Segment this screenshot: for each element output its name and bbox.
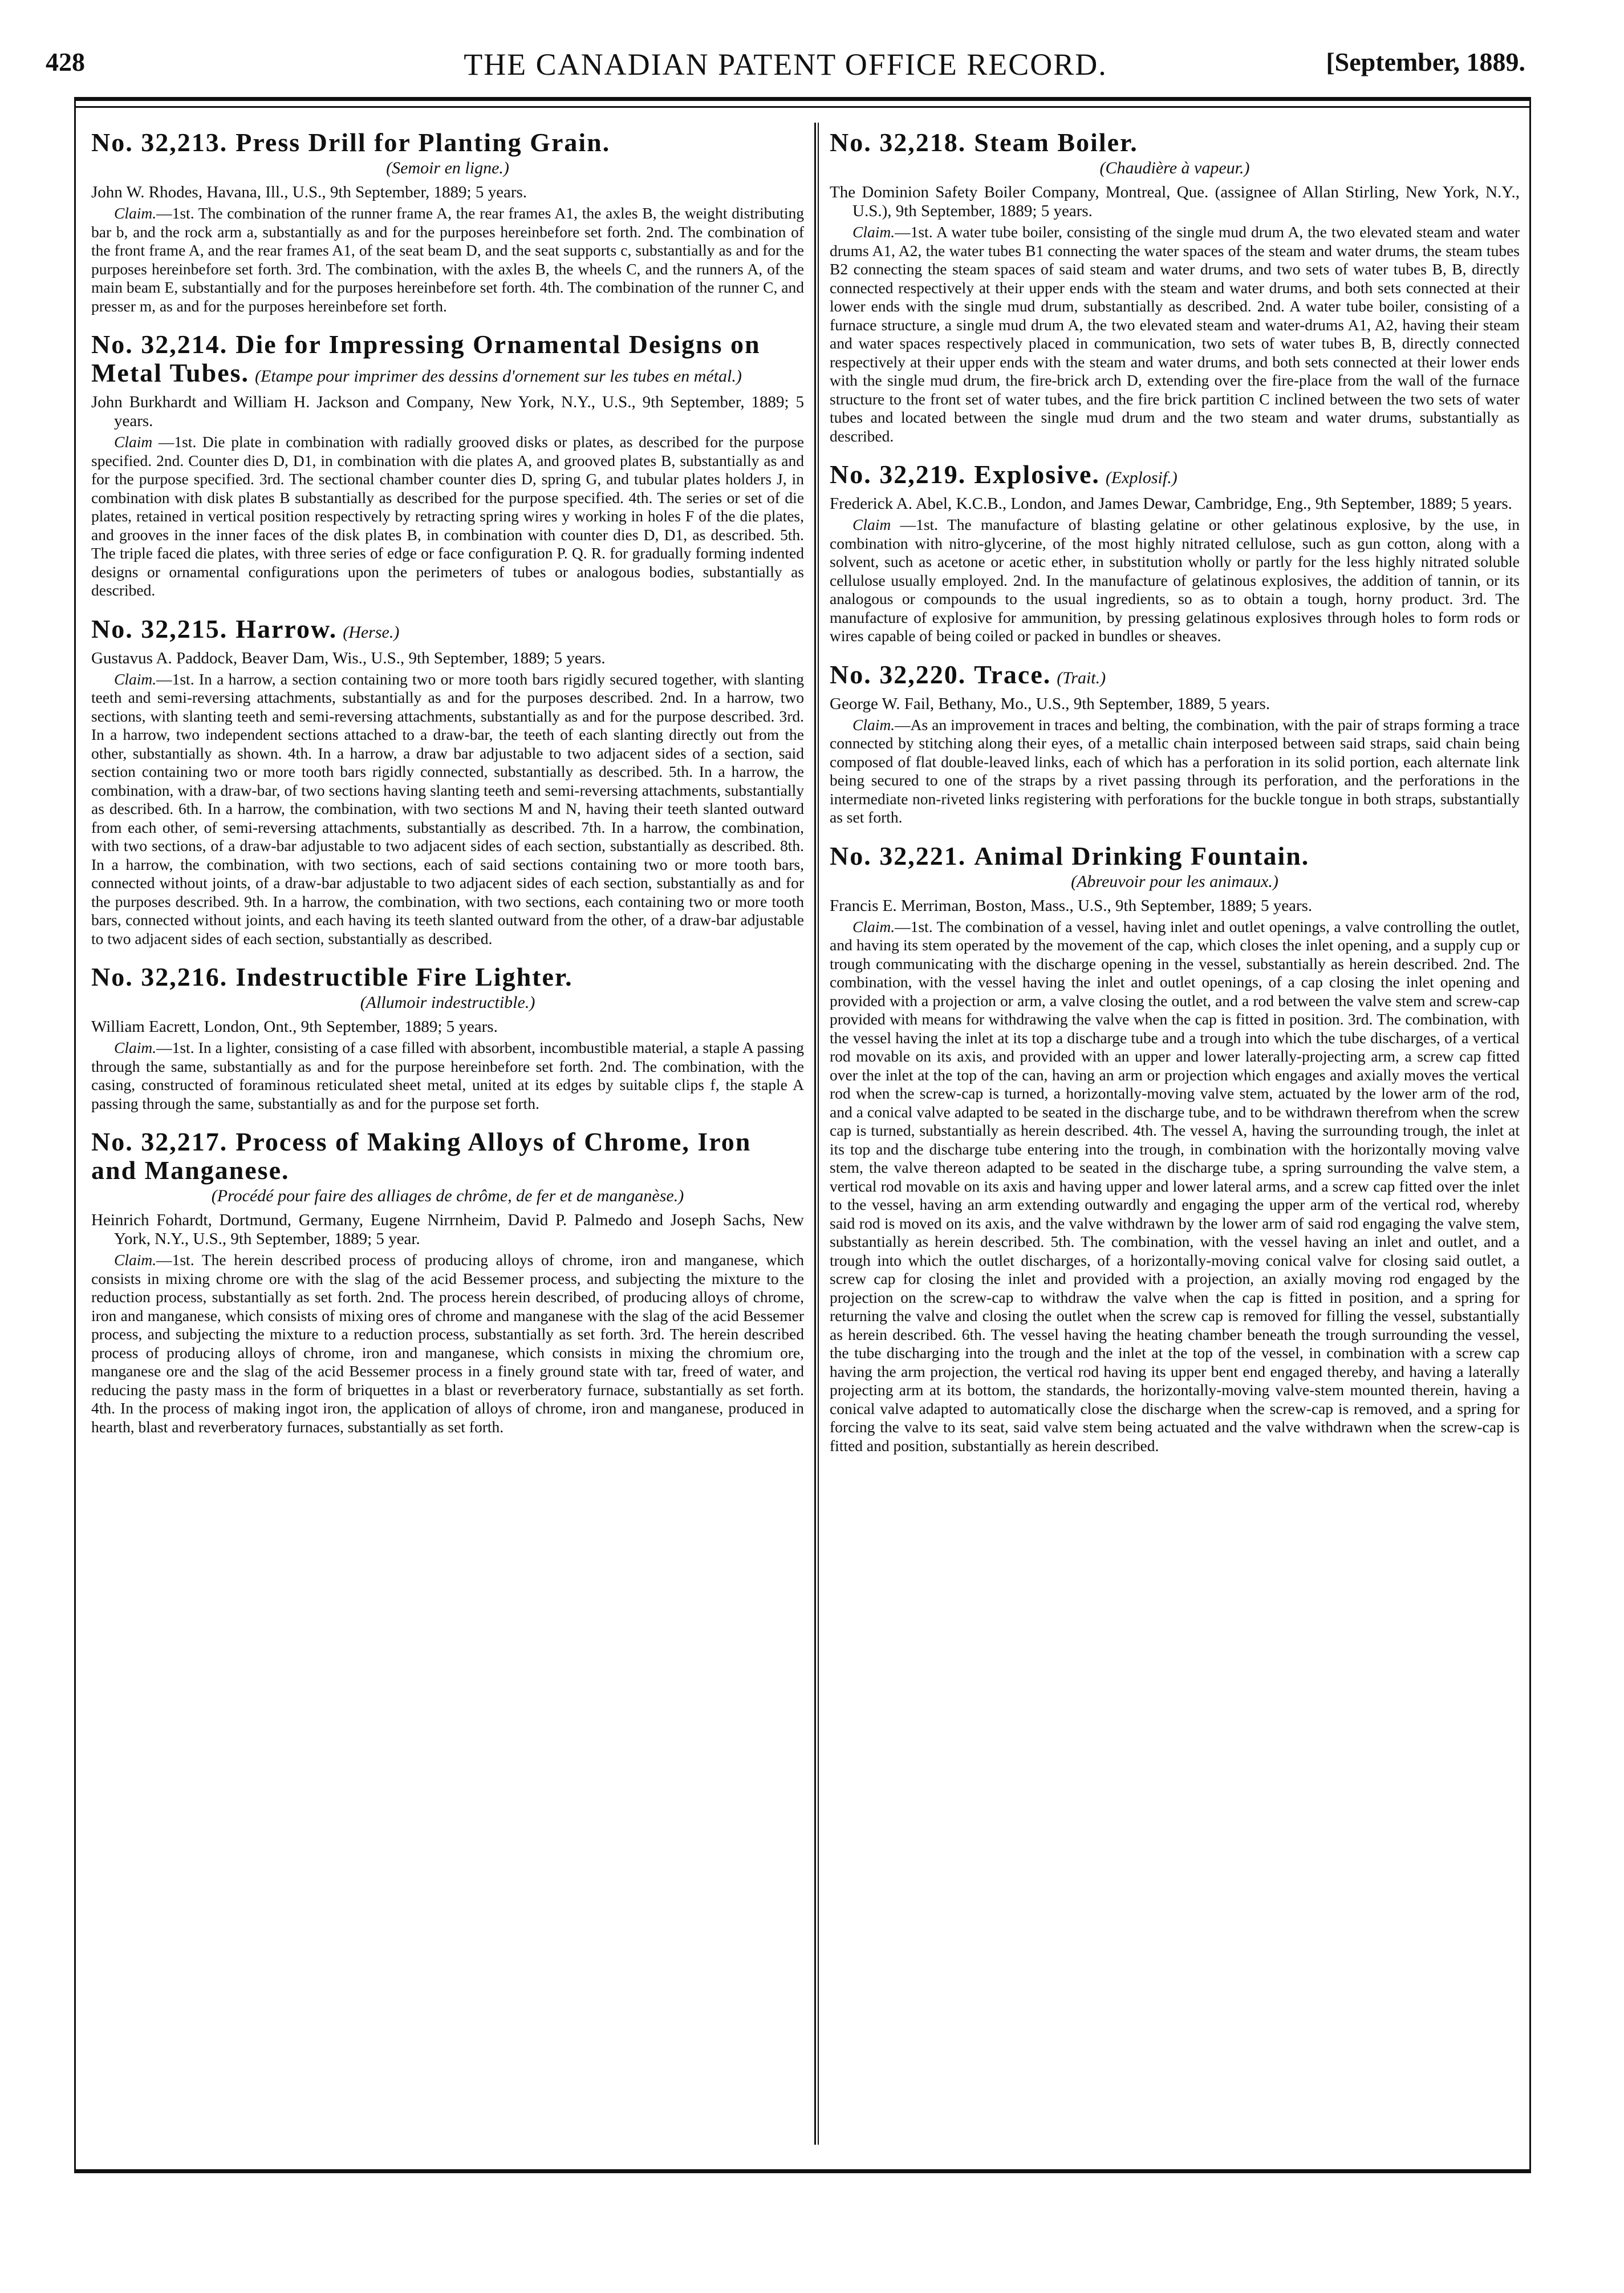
patent-claims xyxy=(91,204,804,315)
patent-number: No. 32,215. xyxy=(91,614,228,643)
patent-applicant: George W. Fail, Bethany, Mo., U.S., 9th September, 1889, 5 years. xyxy=(830,694,1270,713)
patent-entry xyxy=(830,842,1520,1456)
page-header xyxy=(46,47,1525,87)
patent-title xyxy=(91,330,804,391)
patent-claims xyxy=(91,1251,804,1436)
claim-label: Claim. xyxy=(114,670,157,688)
patent-claims xyxy=(91,1039,804,1113)
patent-applicant: Frederick A. Abel, K.C.B., London, and James Dewar, Cambridge, Eng., 9th September, 1889; 5 years. xyxy=(830,495,1512,513)
patent-claims xyxy=(91,670,804,949)
patent-number: No. 32,221. xyxy=(830,841,967,870)
claim-label: Claim. xyxy=(114,1039,157,1056)
patent-number: No. 32,220. xyxy=(830,659,967,689)
patent-french-title: (Abreuvoir pour les animaux.) xyxy=(1071,872,1278,891)
patent-title xyxy=(91,963,804,991)
patent-claims xyxy=(830,516,1520,646)
claim-label: Claim. xyxy=(852,223,895,241)
patent-name: Press Drill for Planting Grain. xyxy=(236,128,611,157)
patent-applicant: John W. Rhodes, Havana, Ill., U.S., 9th September, 1889; 5 years. xyxy=(91,183,527,201)
right-column xyxy=(830,128,1520,2168)
patent-french-title: (Procédé pour faire des alliages de chrôme, de fer et de manganèse.) xyxy=(211,1186,684,1205)
patent-french-title: (Herse.) xyxy=(343,622,400,642)
patent-entry xyxy=(830,128,1520,445)
patent-name: Process of Making Alloys of Chrome, Iron and Manganese. xyxy=(91,1127,752,1185)
patent-entry xyxy=(91,128,804,315)
claim-text: —As an improvement in traces and belting, the combination, with the pair of straps forming a trace connected by stitching along their eyes, of a metallic chain interposed between said straps, said chain being composed of flat double-leaved links, each of which has a perforation in its solid portion, each alternate link being secured to one of the straps by a rivet passing through its perforation, and the perforations in the intermediate non-riveted links registering with perforations for the buckle tongue in both straps, substantially as set forth. xyxy=(830,715,1520,826)
patent-claims xyxy=(830,918,1520,1456)
claim-label: Claim xyxy=(114,433,153,451)
patent-title xyxy=(830,128,1520,157)
frame-right-border xyxy=(1529,100,1531,2171)
patent-number: No. 32,217. xyxy=(91,1127,228,1156)
column-divider-inner xyxy=(818,123,819,2145)
patent-number: No. 32,214. xyxy=(91,330,228,359)
claim-text: —1st. In a lighter, consisting of a case filled with absorbent, incombustible material, a staple A passing through the same, substantially as and for the purpose hereinbefore set forth. 2nd. The combination, with the casing, constructed of foraminous reticulated sheet metal, united at its edges by suitable clips f, the staple A passing through the same, substantially as and for the purpose set forth. xyxy=(91,1039,804,1112)
patent-title xyxy=(91,615,804,647)
claim-label: Claim xyxy=(852,516,891,533)
patent-entry xyxy=(830,460,1520,646)
claim-text: —1st. A water tube boiler, consisting of the single mud drum A, the two elevated steam and water drums A1, A2, the water tubes B1 connecting the water spaces of the steam and water drums, the steam tubes B2 connecting the steam spaces of said steam and water drums, and two sets of water tubes B, B, directly connected respectively at their upper ends with the steam and water drums, and both sets connected at their lower ends with the single mud drum, substantially as described. 2nd. A water tube boiler, consisting of a furnace structure, a single mud drum A, the two elevated steam and water-drums A1, A2, having their steam and water spaces respectively placed in communication, two sets of water tubes B, B, directly connected respectively at their upper ends with the steam and water drums, and both sets connected at their lower ends with the single mud drum, the fire-brick arch D, extending over the fire-place from the wall of the furnace structure to the front set of water tubes, and the fire brick partition C inclined between the two sets of water tubes and located between the single mud drum and the two steam and water drums, substantially as described. xyxy=(830,223,1520,445)
column-divider xyxy=(814,123,816,2145)
patent-title xyxy=(91,128,804,157)
patent-french-title: (Explosif.) xyxy=(1105,468,1178,487)
claim-text: —1st. The manufacture of blasting gelatine or other gelatinous explosive, by the use, in combination with nitro-glycerine, of the most highly nitrated cellulose, such as gun cotton, along with a solvent, such as acetone or acetic ether, in substitution wholly or partly for the less highly nitrated soluble cellulose usually employed. 2nd. In the manufacture of gelatinous explosives, the addition of tannin, or its analogous or compounds to the usual ingredients, so as to obtain a tough, horny product. 3rd. The manufacture of explosive for ammunition, by pressing gelatinous explosives through holes to form rods or wires capable of being coiled or packed in bundles or sheaves. xyxy=(830,516,1520,645)
journal-title: THE CANADIAN PATENT OFFICE RECORD. xyxy=(464,47,1107,82)
patent-entry xyxy=(91,330,804,600)
patent-claims xyxy=(830,716,1520,827)
header-rule xyxy=(74,97,1531,101)
header-rule-thin xyxy=(74,106,1531,108)
frame-left-border xyxy=(74,100,76,2171)
patent-french-title: (Chaudière à vapeur.) xyxy=(1099,159,1250,177)
patent-entry xyxy=(91,615,804,949)
patent-applicant: Heinrich Fohardt, Dortmund, Germany, Eugene Nirrnheim, David P. Palmedo and Joseph Sachs, New York, N.Y., U.S., 9th September, 1889; 5 year. xyxy=(91,1211,804,1248)
patent-entry xyxy=(830,661,1520,827)
claim-text: —1st. In a harrow, a section containing two or more tooth bars rigidly secured together, with slanting teeth and semi-reversing attachments, substantially as and for the purposes described. 2nd. In a harrow, two sections, with slanting teeth and semi-reversing attachments, substantially as and for the purpose described. 3rd. In a harrow, two independent sections attached to a draw-bar, the teeth of each slanting directly out from the other, substantially as shown. 4th. In a harrow, a draw bar adjustable to two adjacent sides of a section, said section containing two or more tooth bars rigidly connected, substantially as described. 5th. In a harrow, the combination, with a draw-bar, of two sections having slanting teeth and semi-reversing attachments, substantially as described. 6th. In a harrow, the combination, with two sections M and N, having their teeth slanted outward from each other, of semi-reversing attachments, substantially as described. 7th. In a harrow, the combination, with two sections, of a draw-bar adjustable to two adjacent sides of each section, substantially as described. 8th. In a harrow, the combination, with two sections, each of said sections containing two or more tooth bars, connected without joints, of a draw-bar adjustable to two adjacent sides of each section, substantially as and for the purposes described. 9th. In a harrow, the combination, with two sections, each containing two or more tooth bars, connected without joints, and each having its teeth slanted outward from the other, of a draw-bar adjustable to two adjacent sides of each section, substantially as described. xyxy=(91,670,804,947)
claim-text: —1st. The combination of the runner frame A, the rear frames A1, the axles B, the weight distributing bar b, and the rock arm a, substantially as and for the purposes hereinbefore set forth. 2nd. The combination of the front frame A, and the rear frames A1, of the seat beam D, and the seat supports c, substantially as and for the purposes hereinbefore set forth. 3rd. The combination, with the axles B, the wheels C, and the runners A, of the main beam E, substantially and for the purposes hereinbefore set forth. 4th. The combination of the runner C, and presser m, as and for the purposes hereinbefore set forth. xyxy=(91,204,804,315)
patent-name: Explosive. xyxy=(974,460,1100,489)
issue-date: [September, 1889. xyxy=(1326,47,1525,76)
page-number: 428 xyxy=(46,47,85,76)
patent-number: No. 32,218. xyxy=(830,128,967,157)
patent-title xyxy=(830,842,1520,870)
patent-claims xyxy=(91,433,804,600)
claim-text: —1st. The combination of a vessel, having inlet and outlet openings, a valve controlling the outlet, and having its stem operated by the movement of the cap, which closes the inlet opening, and a supply cup or trough communicating with the discharge opening in the vessel, substantially as herein described. 2nd. The combination, with the vessel having the inlet and outlet openings, of a cap closing the inlet opening and provided with a projection or arm, a valve closing the outlet, and a rod between the valve stem and screw-cap provided with means for withdrawing the valve when the cap is fitted in position. 3rd. The combination, with the vessel having the inlet at its top a discharge tube and a trough into which the tube discharges, of a vertical rod movable on its axis, and provided with an upper and lower laterally-projecting arm, a screw cap fitted over the inlet at the top of the can, having an arm or projection which engages and axially moves the vertical rod when the screw-cap is turned, a horizontally-moving valve stem, actuated by the lower arm of the rod, and a conical valve adapted to be seated in the discharge tube, and to be withdrawn therefrom when the screw cap is turned, substantially as herein described. 4th. The vessel A, having the surrounding trough, the inlet at its top and the discharge tube entering into the trough, in combination with the horizontally moving valve stem, the valve thereon adapted to be seated in the discharge tube, a spring surrounding the valve stem, a vertical rod movable on its axis and having upper and lower lateral arms, and a screw cap fitted over the inlet to the vessel, having an arm extending outwardly and engaging the upper arm of the vertical rod, whereby said rod is moved on its axis, and the valve withdrawn by the lower arm of said rod engaging the valve stem, substantially as herein described. 5th. The combination, with the vessel having an inlet and outlet, and a trough into which the outlet discharges, of a horizontally-moving conical valve for closing said outlet, a screw cap for closing the inlet and provided with a projection, an axially moving rod engaged by the projection on the screw-cap to withdraw the valve when the cap is fitted in position, and a spring for returning the valve and closing the outlet when the screw cap is removed for filling the vessel, substantially as herein described. 6th. The vessel having the heating chamber beneath the trough surrounding the vessel, the tube discharging into the trough and the inlet at the top of the vessel, in combination with a screw cap having the arm projection, the vertical rod having its upper bent end engaged thereby, and having a laterally projecting arm at its bottom, the standards, the horizontally-moving valve-stem mounted therein, having a conical valve adapted to automatically close the discharge when the screw-cap is removed, and a spring for forcing the valve to its seat, said valve stem being actuated and the valve withdrawn when the screw-cap is fitted and position, substantially as herein described. xyxy=(830,917,1520,1455)
patent-entry xyxy=(91,963,804,1113)
left-column xyxy=(91,128,804,2168)
patent-french-title: (Allumoir indestructible.) xyxy=(360,993,535,1012)
patent-name: Animal Drinking Fountain. xyxy=(974,841,1310,870)
patent-name: Trace. xyxy=(974,659,1051,689)
patent-name: Harrow. xyxy=(236,614,338,643)
patent-name: Indestructible Fire Lighter. xyxy=(236,962,573,991)
patent-name: Die for Impressing Ornamental Designs on Metal Tubes. xyxy=(91,330,761,387)
claim-text: —1st. The herein described process of producing alloys of chrome, iron and manganese, which consists in mixing chrome ore with the slag of the acid Bessemer process, and subjecting the mixture to the reduction process, substantially as set forth. 2nd. The process herein described, of producing alloys of chrome, iron and manganese, which consists of mixing ores of chrome and manganese with the slag of the acid Bessemer process, and subjecting the mixture to a reduction process, substantially as set forth. 3rd. The herein described process of producing alloys of chrome, iron and manganese, which consists in mixing the chromium ore, manganese ore and the slag of the acid Bessemer process in a finely ground state with tar, freed of water, and reducing the pasty mass in the form of briquettes in a blast or reverberatory furnace, substantially as set forth. 4th. In the process of making ingot iron, the application of alloys of chrome, iron and manganese, produced in hearth, blast and reverberatory furnaces, substantially as set forth. xyxy=(91,1251,804,1436)
patent-number: No. 32,219. xyxy=(830,460,967,489)
patent-applicant: John Burkhardt and William H. Jackson and Company, New York, N.Y., U.S., 9th September, 1889; 5 years. xyxy=(91,393,804,430)
patent-french-title: (Semoir en ligne.) xyxy=(386,159,509,177)
claim-label: Claim. xyxy=(852,917,895,935)
patent-applicant: Francis E. Merriman, Boston, Mass., U.S., 9th September, 1889; 5 years. xyxy=(830,896,1313,915)
claim-text: —1st. Die plate in combination with radially grooved disks or plates, as described for the purpose specified. 2nd. Counter dies D, D1, in combination with die plates A, and grooved plates B, substantially as and for the purpose specified. 3rd. The sectional chamber counter dies D, spring G, and tubular plates holders J, in combination with disk plates B substantially as described for the purpose specified. 4th. The series or set of die plates, retained in vertical position respectively by retracting spring wires y working in holes F of the die plates, and grooves in the inner faces of the disk plates B, in combination with counter dies D, D1, as described. 5th. The triple faced die plates, with three series of edge or face configuration P. Q. R. for gradually forming indented designs or ornamental configurations upon the perimeters of tubes or analogous bodies, substantially as described. xyxy=(91,433,804,599)
patent-title xyxy=(830,661,1520,692)
patent-title xyxy=(830,460,1520,492)
frame-bottom-border xyxy=(74,2169,1531,2173)
patent-french-title: (Etampe pour imprimer des dessins d'ornement sur les tubes en métal.) xyxy=(255,367,742,386)
patent-claims xyxy=(830,223,1520,445)
claim-label: Claim. xyxy=(852,715,895,734)
patent-applicant: William Eacrett, London, Ont., 9th September, 1889; 5 years. xyxy=(91,1018,498,1036)
claim-label: Claim. xyxy=(114,1251,157,1269)
patent-entry xyxy=(91,1128,804,1436)
patent-title xyxy=(91,1128,804,1185)
patent-number: No. 32,213. xyxy=(91,128,228,157)
patent-name: Steam Boiler. xyxy=(974,128,1138,157)
claim-label: Claim. xyxy=(114,204,157,222)
patent-applicant: Gustavus A. Paddock, Beaver Dam, Wis., U.S., 9th September, 1889; 5 years. xyxy=(91,649,606,667)
patent-number: No. 32,216. xyxy=(91,962,228,991)
patent-applicant: The Dominion Safety Boiler Company, Montreal, Que. (assignee of Allan Stirling, New York, N.Y., U.S.), 9th September, 1889; 5 years. xyxy=(830,183,1520,220)
patent-french-title: (Trait.) xyxy=(1057,668,1106,687)
